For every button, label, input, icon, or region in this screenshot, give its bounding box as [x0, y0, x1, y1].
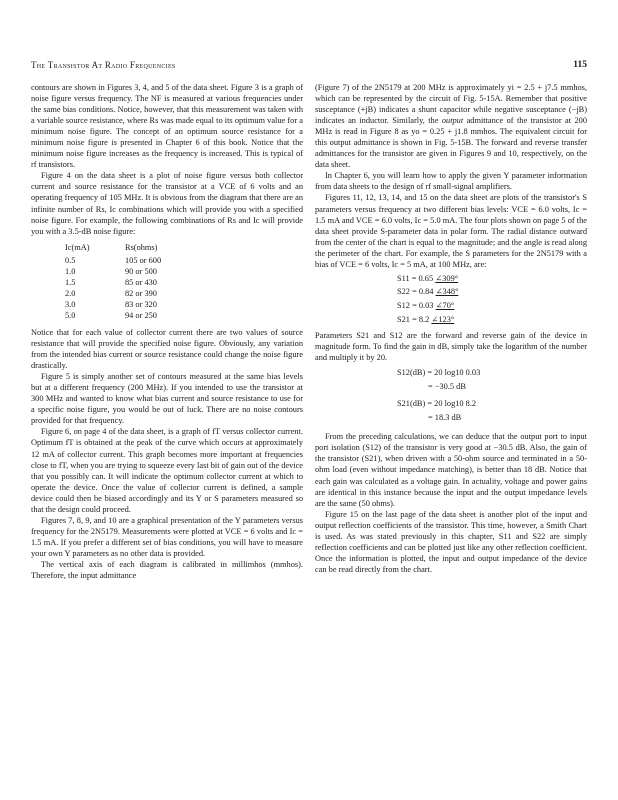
paragraph: From the preceding calculations, we can deduce that the output port to input port isolation (S12) of the transistor is very good at −30.5 dB. Also, the gain of the transistor (S21), when driven with a 50-ohm source and terminated in a 50-ohm load (even without impedance matching), is better than 18 dB. Notice that each gain was calculated as a voltage gain. In actuality, voltage and power gains are identical in this instance because the input and the output impedance levels are the same (50 ohms).	[315, 432, 587, 508]
equation-line: S21(dB) = 20 log10 8.2	[397, 399, 477, 409]
table-cell-rs: 83 or 320	[125, 299, 157, 309]
paragraph: Figure 6, on page 4 of the data sheet, is a graph of fT versus collector current. Optimum fT is obtained at the peak of the curve which occurs at approximately 12 mA of collector current. This graph becomes more important at frequencies close to fT, when you are trying to squeeze every last bit of gain out of the device that you possibly can. It will indicate the optimum collector current at which to operate the device. Once the value of collector current is defined, a sample device could then be biased accordingly and its Y or S parameters measured so that the design could proceed.	[31, 427, 303, 514]
running-header	[31, 60, 587, 74]
s-parameter	[397, 300, 587, 314]
paragraph: Figure 5 is simply another set of contours measured at the same bias levels but at a different frequency (200 MHz). If you intended to use the transistor at 300 MHz and wanted to know what bias current and source resistance to use for a specific noise figure, you would be out of luck. There are no noise contours provided for that frequency.	[31, 372, 303, 426]
s-parameter	[397, 273, 587, 287]
paragraph: Figures 11, 12, 13, 14, and 15 on the data sheet are plots of the transistor's S parameters versus frequency at two different bias levels: VCE = 6.0 volts, Ic = 1.5 mA and VCE = 6.0 volts, Ic = 5.0 mA. The four plots shown on page 5 of the data sheet provide S-parameter data in polar form. The radial distance outward from the center of the chart is equal to the magnitude; and the angle is read along the perimeter of the chart. For example, the S parameters for the 2N5179 with a bias of VCE = 6 volts, Ic = 5 mA, at 100 MHz, are:	[315, 193, 587, 269]
paragraph: Figures 7, 8, 9, and 10 are a graphical presentation of the Y parameters versus frequency for the 2N5179. Measurements were plotted at VCE = 6 volts and Ic = 1.5 mA. If you prefer a different set of bias conditions, you will have to measure your own Y parameters as no other data is provided.	[31, 515, 303, 558]
s-parameter-angle: ∠70°	[435, 300, 455, 310]
paragraph-text: (Figure 7) of the 2N5179 at 200 MHz is approximately yi = 2.5 + j7.5 mmhos, which can be represented by the circuit of Fig. 5-15A. Remember that positive susceptance (+jB) indicates a shunt capacitor while negative susceptance (−jB) indicates an inductor. Similarly, the	[315, 83, 587, 126]
equation-line: S12(dB) = 20 log10 0.03	[397, 368, 481, 378]
s-parameter-list	[397, 273, 587, 327]
s-parameter-value: S22 = 0.84	[397, 287, 436, 297]
paragraph: Parameters S21 and S12 are the forward and reverse gain of the device in magnitude form. To find the gain in dB, simply take the logarithm of the number and multiply it by 20.	[315, 331, 587, 363]
equation-result: = −30.5 dB	[428, 381, 466, 391]
paragraph-text: admittance of the transistor at 200 MHz is read in Figure 8 as yo = 0.25 + j1.8 mmhos. The equivalent circuit for this output admittance is shown in Fig. 5-15B. The forward and reverse transfer admittances for the transistor are given in Figures 9 and 10, respectively, on the data sheet.	[315, 116, 588, 170]
table-cell-rs: 90 or 500	[125, 266, 157, 276]
s-parameter	[397, 314, 587, 328]
paragraph: Notice that for each value of collector current there are two values of source resistance that will provide the specified noise figure. Obviously, any variation from the intended bias current or source resistance could change the noise figure drastically.	[31, 327, 303, 371]
table-row	[65, 266, 210, 277]
paragraph: Figure 4 on the data sheet is a plot of noise figure versus both collector current and source resistance for the transistor at a VCE of 6 volts and an operating frequency of 105 MHz. It is obvious from the diagram that there are an infinite number of Rs, Ic combinations which will provide you with a specified noise figure. For example, the following combinations of Rs and Ic will provide you with a 3.5-dB noise figure:	[31, 171, 303, 236]
paragraph: Figure 15 on the last page of the data sheet is another plot of the input and output reflection coefficients of the transistor. This time, however, a Smith Chart is used. As was stated previously in this chapter, S11 and S22 are simply reflection coefficients and can be plotted just like any other reflection coefficient. Once the information is plotted, the input and output impedance of the device can be read directly from the chart.	[315, 509, 587, 574]
table-cell-ic: 2.0	[65, 288, 76, 298]
table-row	[65, 299, 210, 310]
table-row	[65, 255, 210, 266]
table-header-ic: Ic(mA)	[65, 242, 90, 252]
table-cell-ic: 1.5	[65, 277, 76, 287]
s-parameter-angle: ∠309°	[435, 273, 459, 283]
right-column	[315, 82, 587, 575]
paragraph: contours are shown in Figures 3, 4, and 5 of the data sheet. Figure 3 is a graph of noise figure versus frequency. The NF is measured at various frequencies under the same bias conditions. Notice, however, that this measurement was taken with a variable source resistance, where Rs was made equal to its optimum value for a minimum noise figure. The concept of an optimum source resistance for a minimum noise figure is presented in Chapter 6 of this book. Notice that the minimum noise figure increases as the frequency is increased. This is typical of rf transistors.	[31, 83, 303, 170]
table-cell-rs: 82 or 390	[125, 288, 157, 298]
table-row	[65, 277, 210, 288]
table-cell-ic: 5.0	[65, 310, 76, 320]
table-row	[65, 310, 210, 321]
left-column	[31, 82, 303, 581]
table-row	[65, 288, 210, 299]
s-parameter-value: S11 = 0.65	[397, 273, 436, 283]
table-header-rs: Rs(ohms)	[125, 242, 158, 252]
paragraph	[315, 82, 587, 170]
table-cell-rs: 94 or 250	[125, 310, 157, 320]
emphasis-text: output	[441, 116, 464, 126]
s-parameter-value: S21 = 8.2	[397, 314, 432, 324]
s-parameter-value: S12 = 0.03	[397, 300, 436, 310]
page-number: 115	[573, 60, 587, 70]
table-cell-rs: 105 or 600	[125, 255, 162, 265]
running-title: The Transistor At Radio Frequencies	[31, 60, 176, 70]
table-cell-ic: 1.0	[65, 266, 76, 276]
table-header-row	[65, 242, 210, 253]
paragraph: In Chapter 6, you will learn how to apply the given Y parameter information from data sheets to the design of rf small-signal amplifiers.	[315, 171, 587, 192]
noise-combination-table	[65, 242, 210, 321]
paragraph: The vertical axis of each diagram is calibrated in millimhos (mmhos). Therefore, the input admittance	[31, 559, 303, 581]
table-cell-ic: 3.0	[65, 299, 76, 309]
s-parameter	[397, 286, 587, 300]
table-cell-ic: 0.5	[65, 255, 76, 265]
equation-result: = 18.3 dB	[428, 412, 462, 422]
s-parameter-angle: ∠123°	[431, 314, 455, 324]
table-cell-rs: 85 or 430	[125, 277, 157, 287]
s-parameter-angle: ∠348°	[435, 287, 459, 297]
gain-calculation	[315, 367, 587, 425]
